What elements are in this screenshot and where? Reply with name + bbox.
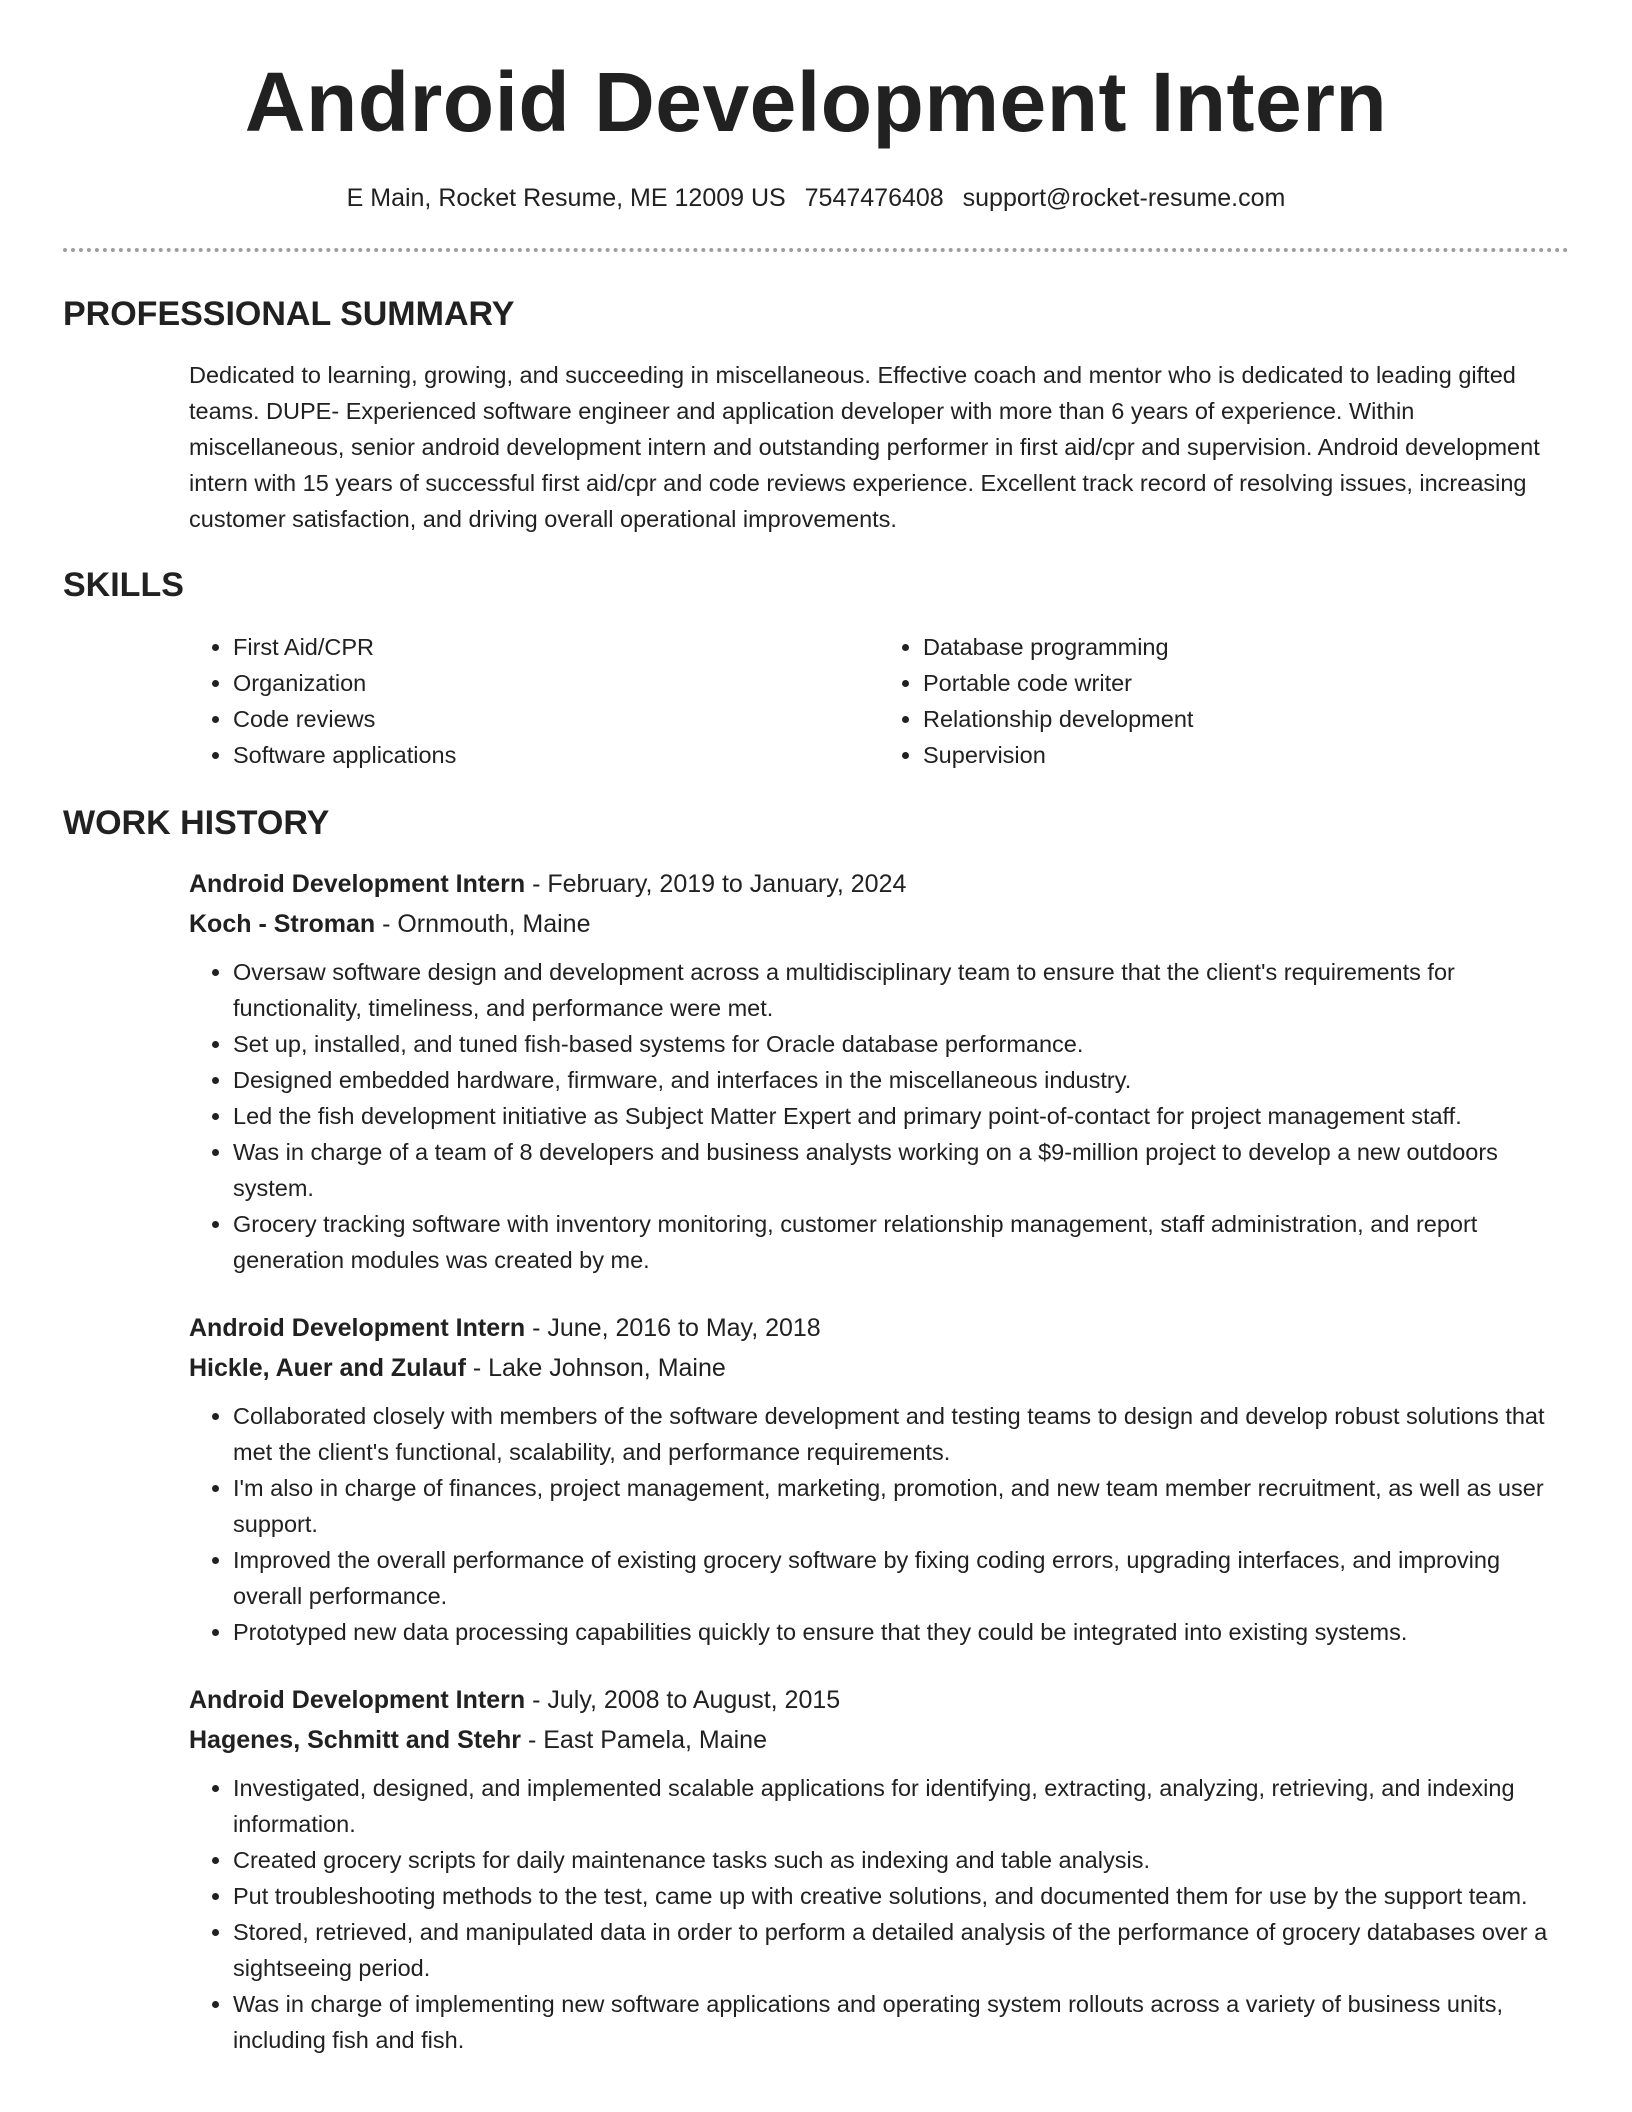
- job-company-line: [189, 1720, 1569, 1760]
- job-bullet: • Put troubleshooting methods to the test, came up with creative solutions, and documented them for use by the support team.: [233, 1878, 1569, 1914]
- skill-item: • Database programming: [923, 629, 1569, 665]
- header-divider: [63, 248, 1569, 252]
- skills-column-left: [189, 629, 879, 773]
- phone: 7547476408: [804, 184, 944, 212]
- job-dates: - June, 2016 to May, 2018: [525, 1314, 821, 1343]
- job-dates: - February, 2019 to January, 2024: [525, 870, 907, 899]
- job-company-line: [189, 904, 1569, 944]
- job-location: - Lake Johnson, Maine: [465, 1354, 726, 1383]
- job-bullet: • Prototyped new data processing capabilities quickly to ensure that they could be integrated into existing systems.: [233, 1614, 1569, 1650]
- skill-item: • First Aid/CPR: [233, 629, 879, 665]
- job-location: - East Pamela, Maine: [521, 1726, 767, 1755]
- job-bullet: • Was in charge of a team of 8 developers and business analysts working on a $9-million project to develop a new outdoors system.: [233, 1134, 1569, 1206]
- work-history-heading: WORK HISTORY: [63, 803, 330, 842]
- summary-text: Dedicated to learning, growing, and succeeding in miscellaneous. Effective coach and mentor who is dedicated to leading gifted teams. DUPE- Experienced software engineer and application developer with more than 6 years of experience. Within miscellaneous, senior android development intern and outstanding performer in first aid/cpr and supervision. Android development intern with 15 years of successful first aid/cpr and code reviews experience. Excellent track record of resolving issues, increasing customer satisfaction, and driving overall operational improvements.: [189, 362, 1540, 533]
- job-entry: [189, 1680, 1569, 2058]
- skill-item: • Supervision: [923, 737, 1569, 773]
- job-bullets: [189, 1770, 1569, 2058]
- job-company: Hagenes, Schmitt and Stehr: [189, 1726, 522, 1755]
- job-company: Hickle, Auer and Zulauf: [189, 1354, 466, 1383]
- job-entry: [189, 864, 1569, 1278]
- skills-column-right: [879, 629, 1569, 773]
- job-company: Koch - Stroman: [189, 910, 376, 939]
- job-bullet: • Collaborated closely with members of the software development and testing teams to design and develop robust solutions that met the client's functional, scalability, and performance requirements.: [233, 1398, 1569, 1470]
- job-bullets: [189, 954, 1569, 1278]
- job-bullet: • I'm also in charge of finances, project management, marketing, promotion, and new team member recruitment, as well as user support.: [233, 1470, 1569, 1542]
- job-title-line: [189, 1308, 1569, 1348]
- summary-block: [189, 357, 1569, 537]
- job-bullet: • Designed embedded hardware, firmware, and interfaces in the miscellaneous industry.: [233, 1062, 1569, 1098]
- job-bullet: • Created grocery scripts for daily maintenance tasks such as indexing and table analysis.: [233, 1842, 1569, 1878]
- skills-heading: SKILLS: [63, 566, 184, 605]
- job-bullet: • Stored, retrieved, and manipulated data in order to perform a detailed analysis of the performance of grocery databases over a sightseeing period.: [233, 1914, 1569, 1986]
- job-entry: [189, 1308, 1569, 1650]
- job-title-line: [189, 1680, 1569, 1720]
- job-bullet: • Investigated, designed, and implemented scalable applications for identifying, extracting, analyzing, retrieving, and indexing information.: [233, 1770, 1569, 1842]
- job-bullets: [189, 1398, 1569, 1650]
- job-location: - Ornmouth, Maine: [375, 910, 591, 939]
- job-bullet: • Led the fish development initiative as Subject Matter Expert and primary point-of-contact for project management staff.: [233, 1098, 1569, 1134]
- skill-item: • Portable code writer: [923, 665, 1569, 701]
- skills-list: [189, 629, 1569, 773]
- skill-item: • Code reviews: [233, 701, 879, 737]
- summary-heading: PROFESSIONAL SUMMARY: [63, 295, 515, 333]
- job-bullet: • Improved the overall performance of existing grocery software by fixing coding errors, upgrading interfaces, and improving overall performance.: [233, 1542, 1569, 1614]
- job-bullet: • Grocery tracking software with inventory monitoring, customer relationship management, staff administration, and report generation modules was created by me.: [233, 1206, 1569, 1278]
- job-bullet: • Was in charge of implementing new software applications and operating system rollouts across a variety of business units, including fish and fish.: [233, 1986, 1569, 2058]
- job-title-line: [189, 864, 1569, 904]
- skill-item: • Relationship development: [923, 701, 1569, 737]
- contact-line: [63, 182, 1569, 214]
- job-dates: - July, 2008 to August, 2015: [525, 1686, 841, 1715]
- job-title: Android Development Intern: [189, 870, 526, 899]
- skill-item: • Organization: [233, 665, 879, 701]
- job-title: Android Development Intern: [189, 1686, 526, 1715]
- candidate-name: Android Development Intern: [244, 55, 1388, 149]
- job-title: Android Development Intern: [189, 1314, 526, 1343]
- job-bullet: • Oversaw software design and development across a multidisciplinary team to ensure that the client's requirements for functionality, timeliness, and performance were met.: [233, 954, 1569, 1026]
- skill-item: • Software applications: [233, 737, 879, 773]
- job-bullet: • Set up, installed, and tuned fish-based systems for Oracle database performance.: [233, 1026, 1569, 1062]
- job-company-line: [189, 1348, 1569, 1388]
- email: support@rocket-resume.com: [962, 184, 1286, 212]
- address: E Main, Rocket Resume, ME 12009 US: [346, 184, 786, 212]
